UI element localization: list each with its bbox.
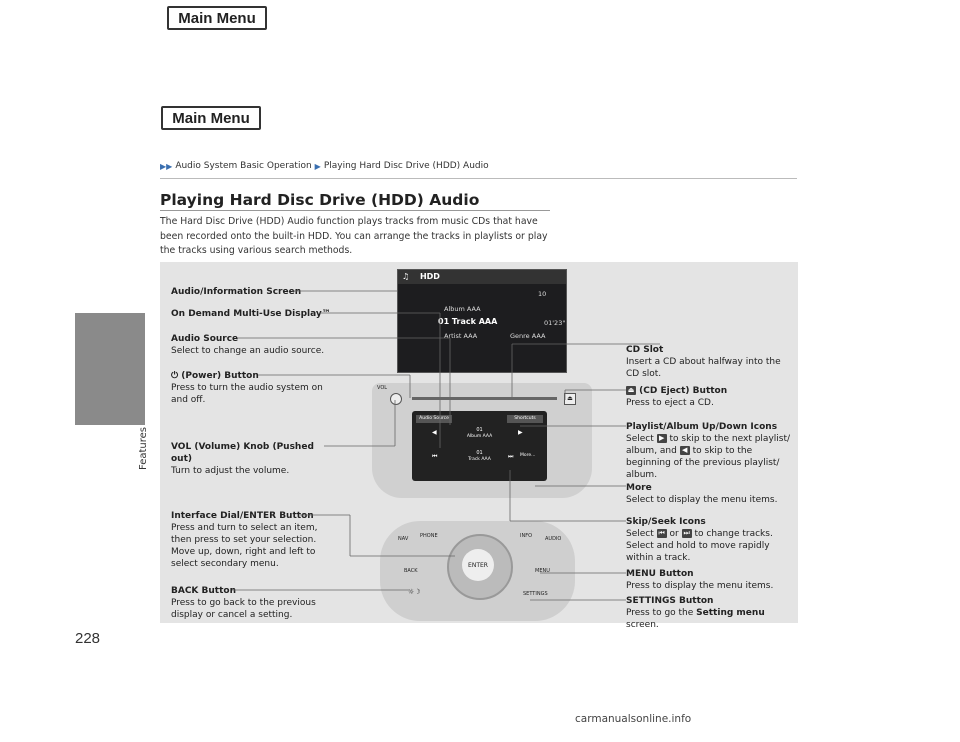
cd-slot[interactable]: [412, 397, 557, 400]
callout-cd-eject: ⏏ (CD Eject) Button Press to eject a CD.: [626, 386, 728, 408]
music-note-icon: ♫: [402, 272, 410, 281]
callout-playlist: Playlist/Album Up/Down Icons Select ▶ to skip to the next playlist/ album, and ◀ to skip to the beginning of the previous playlist/ album.: [626, 422, 791, 480]
settings-button[interactable]: SETTINGS: [523, 591, 548, 597]
cd-eject-icon[interactable]: ⏏: [564, 393, 576, 405]
breadcrumb-parent-link[interactable]: Audio System Basic Operation: [175, 161, 312, 171]
interface-dial-panel: [380, 521, 575, 621]
skip-back-icon: ⏮: [658, 529, 665, 537]
callout-skip: Skip/Seek Icons Select ⏮ or ⏭ to change tracks. Select and hold to move rapidly within a track.: [626, 517, 773, 563]
skip-forward-icon: ⏭: [683, 529, 690, 537]
callout-dial: Interface Dial/ENTER Button Press and turn to select an item, then press to set your selection. Move up, down, right and left to select secondary menu.: [171, 511, 318, 569]
section-label: Features: [138, 427, 149, 470]
album-next-icon[interactable]: ▶: [518, 429, 523, 436]
divider: [160, 178, 797, 179]
callout-cd-slot: CD Slot Insert a CD about halfway into the CD slot.: [626, 345, 781, 379]
nav-button[interactable]: NAV: [398, 536, 409, 542]
screen-track: 01 Track AAA: [438, 317, 498, 326]
callout-power: ⏻ (Power) Button Press to turn the audio system on and off.: [171, 371, 323, 405]
screen-artist: Artist AAA: [444, 332, 478, 340]
audio-console: [372, 383, 592, 498]
audio-source-button[interactable]: Audio Source: [416, 415, 452, 423]
callout-audio-source: Audio Source Select to change an audio source.: [171, 334, 325, 356]
prev-arrow-icon: ◀: [680, 446, 690, 455]
intro-text: The Hard Disc Drive (HDD) Audio function plays tracks from music CDs that have been recorded onto the built-in HDD. You can arrange the tracks in playlists or play the tracks using various search methods.: [160, 216, 548, 256]
screen-album: Album AAA: [444, 305, 481, 313]
audio-button[interactable]: AUDIO: [545, 536, 562, 542]
power-knob[interactable]: [390, 393, 402, 405]
next-arrow-icon: ▶: [657, 434, 667, 443]
breadcrumb: [160, 161, 489, 171]
callout-more: More Select to display the menu items.: [626, 483, 778, 505]
screen-genre: Genre AAA: [510, 332, 546, 340]
track-number: 01: [476, 450, 483, 456]
album-number: 01: [476, 427, 483, 433]
page-title: Playing Hard Disc Drive (HDD) Audio: [160, 191, 480, 209]
more-button[interactable]: More...: [520, 453, 536, 458]
on-demand-display: [412, 411, 547, 481]
breadcrumb-current: Playing Hard Disc Drive (HDD) Audio: [323, 161, 489, 171]
breadcrumb-arrow-icon: ▶▶: [160, 161, 173, 171]
page-number: 228: [75, 630, 101, 647]
phone-button[interactable]: PHONE: [420, 533, 438, 539]
callout-vol: VOL (Volume) Knob (Pushed out) Turn to adjust the volume.: [171, 442, 314, 476]
screen-time: 01'23": [544, 319, 566, 327]
skip-back-icon[interactable]: ⏮: [432, 453, 438, 460]
divider: [160, 210, 550, 211]
callout-settings: SETTINGS Button Press to go the Setting menu screen.: [626, 596, 765, 630]
cd-eject-icon: ⏏: [627, 386, 635, 394]
screen-volume: 10: [538, 290, 547, 298]
shortcuts-button[interactable]: Shortcuts: [507, 415, 543, 423]
callout-back: BACK Button Press to go back to the previous display or cancel a setting.: [171, 586, 316, 620]
back-button[interactable]: BACK: [404, 568, 418, 574]
brightness-icon[interactable]: ☼☽: [408, 588, 421, 596]
callout-menu: MENU Button Press to display the menu items.: [626, 569, 774, 591]
audio-info-screen: [397, 269, 567, 373]
info-button[interactable]: INFO: [520, 533, 533, 539]
menu-button[interactable]: MENU: [535, 568, 550, 574]
album-name: Album AAA: [466, 434, 493, 439]
callout-audio-info-screen: Audio/Information Screen: [171, 287, 302, 297]
main-menu-button-top[interactable]: Main Menu: [167, 6, 267, 30]
track-name: Track AAA: [468, 457, 491, 462]
album-prev-icon[interactable]: ◀: [432, 429, 437, 436]
vol-label: VOL: [377, 385, 388, 391]
skip-forward-icon[interactable]: ⏭: [508, 453, 514, 460]
screen-header: ♫ HDD: [398, 270, 566, 284]
main-menu-button[interactable]: Main Menu: [161, 106, 261, 130]
breadcrumb-arrow-icon: ▶: [314, 161, 321, 171]
callout-on-demand: On Demand Multi-Use Display™: [171, 309, 331, 319]
enter-button[interactable]: ENTER: [462, 549, 494, 581]
section-tab: [75, 313, 145, 425]
watermark: carmanualsonline.info: [575, 713, 692, 725]
power-icon: ⏻: [171, 371, 179, 381]
